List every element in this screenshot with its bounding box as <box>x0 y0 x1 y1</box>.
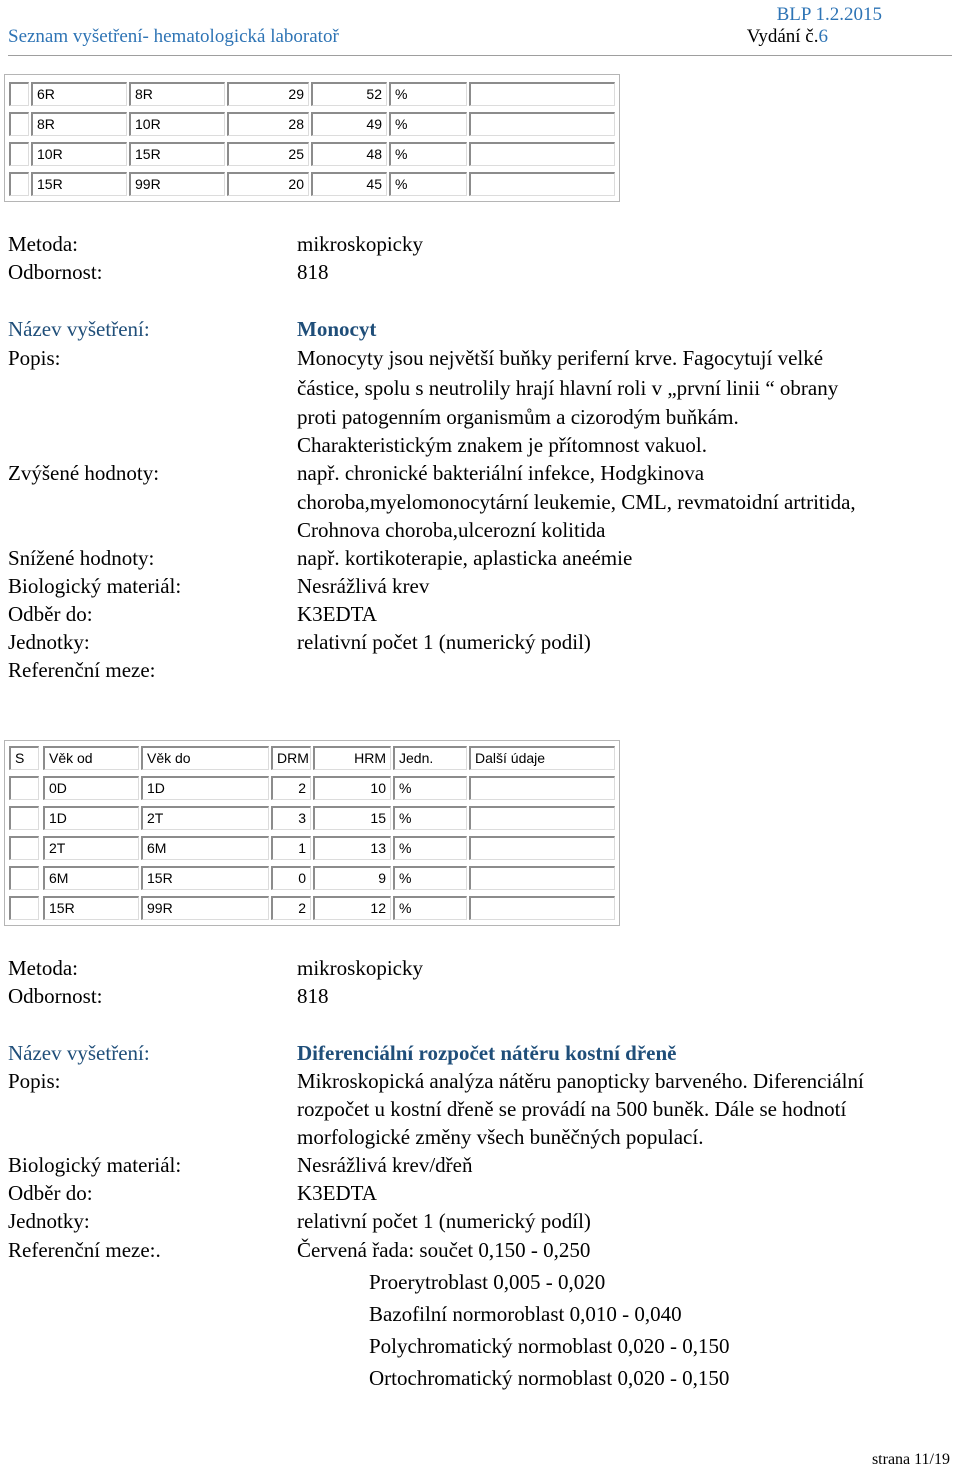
reference-table-2 <box>4 740 620 926</box>
page-header-title: Seznam vyšetření- hematologická laboratoř <box>8 26 339 47</box>
zvysene-line: Crohnova choroba,ulcerozní kolitida <box>297 518 606 542</box>
table-cell: 20 <box>227 172 309 196</box>
nazev-value: Monocyt <box>297 317 377 341</box>
nazev-label: Název vyšetření: <box>8 317 150 341</box>
table-cell <box>9 896 39 920</box>
table-cell: 1 <box>271 836 311 860</box>
odber-label: Odběr do: <box>8 602 93 626</box>
table-header-cell: Jedn. <box>393 746 467 770</box>
doc-code: BLP 1.2.2015 <box>776 4 882 25</box>
table-cell: 6R <box>31 82 127 106</box>
jednotky-label: Jednotky: <box>8 630 90 654</box>
table-header-cell: HRM <box>313 746 391 770</box>
odbornost-value: 818 <box>297 984 329 1008</box>
table-cell <box>9 806 39 830</box>
material-value: Nesrážlivá krev <box>297 574 430 598</box>
table-cell: 2 <box>271 776 311 800</box>
table-cell: 8R <box>129 82 225 106</box>
popis-line: proti patogenním organismům a cizorodým buňkám. <box>297 405 739 429</box>
zvysene-line: choroba,myelomonocytární leukemie, CML, revmatoidní artritida, <box>297 490 856 514</box>
table-cell: 15R <box>129 142 225 166</box>
table-cell <box>469 806 615 830</box>
table-header-row <box>5 746 619 770</box>
jednotky-value: relativní počet 1 (numerický podil) <box>297 630 591 654</box>
odbornost-value: 818 <box>297 260 329 284</box>
table-cell: % <box>393 806 467 830</box>
material-label: Biologický materiál: <box>8 1153 182 1177</box>
table-cell <box>469 112 615 136</box>
snizene-value: např. kortikoterapie, aplasticka aneémie <box>297 546 633 570</box>
material-label: Biologický materiál: <box>8 574 182 598</box>
table-cell <box>9 866 39 890</box>
table-cell: 28 <box>227 112 309 136</box>
material-value: Nesrážlivá krev/dřeň <box>297 1153 473 1177</box>
odber-label: Odběr do: <box>8 1181 93 1205</box>
popis-line: Monocyty jsou největší buňky periferní krve. Fagocytují velké <box>297 346 824 370</box>
zvysene-line: např. chronické bakteriální infekce, Hodgkinova <box>297 461 705 485</box>
table-cell: % <box>389 172 467 196</box>
issue-label: Vydání č. <box>746 26 819 47</box>
table-cell <box>9 172 29 196</box>
table-cell: 10 <box>313 776 391 800</box>
odber-value: K3EDTA <box>297 602 377 626</box>
table-cell <box>9 82 29 106</box>
table-cell: 1D <box>141 776 269 800</box>
table-cell: 15R <box>141 866 269 890</box>
table-cell: 3 <box>271 806 311 830</box>
table-cell: 15R <box>31 172 127 196</box>
table-row <box>5 776 619 800</box>
table-row <box>5 836 619 860</box>
table-cell: % <box>389 112 467 136</box>
popis-label: Popis: <box>8 346 61 370</box>
table-row <box>5 142 619 166</box>
table-cell: 52 <box>311 82 387 106</box>
table-header-cell: Věk do <box>141 746 269 770</box>
reference-table-1 <box>4 74 620 202</box>
table-cell: 0D <box>43 776 139 800</box>
popis-line: částice, spolu s neutrolily hrají hlavní roli v „první linii “ obrany <box>297 376 839 400</box>
table-header-cell: S <box>9 746 39 770</box>
meze-value: Červená řada: součet 0,150 ‑ 0,250 <box>297 1238 591 1262</box>
table-cell: 99R <box>141 896 269 920</box>
table-cell: % <box>393 836 467 860</box>
table-cell: 25 <box>227 142 309 166</box>
table-cell: 2T <box>141 806 269 830</box>
table-cell: 45 <box>311 172 387 196</box>
table-cell <box>469 866 615 890</box>
table-cell: 15 <box>313 806 391 830</box>
nazev-label: Název vyšetření: <box>8 1041 150 1065</box>
header-divider <box>8 55 952 56</box>
table-cell <box>9 836 39 860</box>
table-cell <box>469 836 615 860</box>
table-cell: 13 <box>313 836 391 860</box>
table-row <box>5 172 619 196</box>
table-row <box>5 866 619 890</box>
issue-number: 6 <box>818 26 828 47</box>
table-cell: 0 <box>271 866 311 890</box>
table-cell: % <box>393 896 467 920</box>
jednotky-value: relativní počet 1 (numerický podíl) <box>297 1209 591 1233</box>
meze-label: Referenční meze:. <box>8 1238 161 1262</box>
table-cell <box>469 82 615 106</box>
table-cell: 29 <box>227 82 309 106</box>
table-cell: 49 <box>311 112 387 136</box>
table-cell <box>9 112 29 136</box>
popis-line: Mikroskopická analýza nátěru panopticky barveného. Diferenciální <box>297 1069 864 1093</box>
table-header-cell: DRM <box>271 746 311 770</box>
meze-item: Polychromatický normoblast 0,020 ‑ 0,150 <box>369 1334 730 1358</box>
table-cell: % <box>389 82 467 106</box>
table-cell: 2T <box>43 836 139 860</box>
table-cell: % <box>393 776 467 800</box>
odber-value: K3EDTA <box>297 1181 377 1205</box>
issue-info <box>747 26 828 48</box>
popis-line: Charakteristickým znakem je přítomnost vakuol. <box>297 433 707 457</box>
table-cell <box>469 172 615 196</box>
table-cell: 12 <box>313 896 391 920</box>
table-cell: 8R <box>31 112 127 136</box>
odbornost-label: Odbornost: <box>8 260 103 284</box>
jednotky-label: Jednotky: <box>8 1209 90 1233</box>
table-cell: 9 <box>313 866 391 890</box>
table-cell: 6M <box>141 836 269 860</box>
popis-line: morfologické změny všech buněčných populací. <box>297 1125 704 1149</box>
metoda-label: Metoda: <box>8 232 78 256</box>
table-cell: 99R <box>129 172 225 196</box>
table-row <box>5 806 619 830</box>
table-header-cell: Věk od <box>43 746 139 770</box>
table-row <box>5 112 619 136</box>
odbornost-label: Odbornost: <box>8 984 103 1008</box>
table-cell: 48 <box>311 142 387 166</box>
table-cell: 10R <box>129 112 225 136</box>
table-cell <box>469 142 615 166</box>
table-cell <box>469 896 615 920</box>
popis-line: rozpočet u kostní dřeně se provádí na 500 buněk. Dále se hodnotí <box>297 1097 847 1121</box>
snizene-label: Snížené hodnoty: <box>8 546 155 570</box>
popis-label: Popis: <box>8 1069 61 1093</box>
table-cell: % <box>393 866 467 890</box>
meze-item: Bazofilní normoroblast 0,010 ‑ 0,040 <box>369 1302 682 1326</box>
meze-label: Referenční meze: <box>8 658 156 682</box>
table-cell: 6M <box>43 866 139 890</box>
table-cell <box>9 776 39 800</box>
table-row <box>5 896 619 920</box>
table-cell <box>9 142 29 166</box>
table-cell: % <box>389 142 467 166</box>
table-row <box>5 82 619 106</box>
table-header-cell: Další údaje <box>469 746 615 770</box>
table-cell: 1D <box>43 806 139 830</box>
zvysene-label: Zvýšené hodnoty: <box>8 461 160 485</box>
table-cell: 10R <box>31 142 127 166</box>
meze-item: Proerytroblast 0,005 ‑ 0,020 <box>369 1270 606 1294</box>
metoda-value: mikroskopicky <box>297 232 423 256</box>
table-cell: 2 <box>271 896 311 920</box>
nazev-value: Diferenciální rozpočet nátěru kostní dřeně <box>297 1041 677 1065</box>
metoda-value: mikroskopicky <box>297 956 423 980</box>
page-number: strana 11/19 <box>871 1451 950 1468</box>
meze-item: Ortochromatický normoblast 0,020 ‑ 0,150 <box>369 1366 730 1390</box>
metoda-label: Metoda: <box>8 956 78 980</box>
table-cell: 15R <box>43 896 139 920</box>
table-cell <box>469 776 615 800</box>
